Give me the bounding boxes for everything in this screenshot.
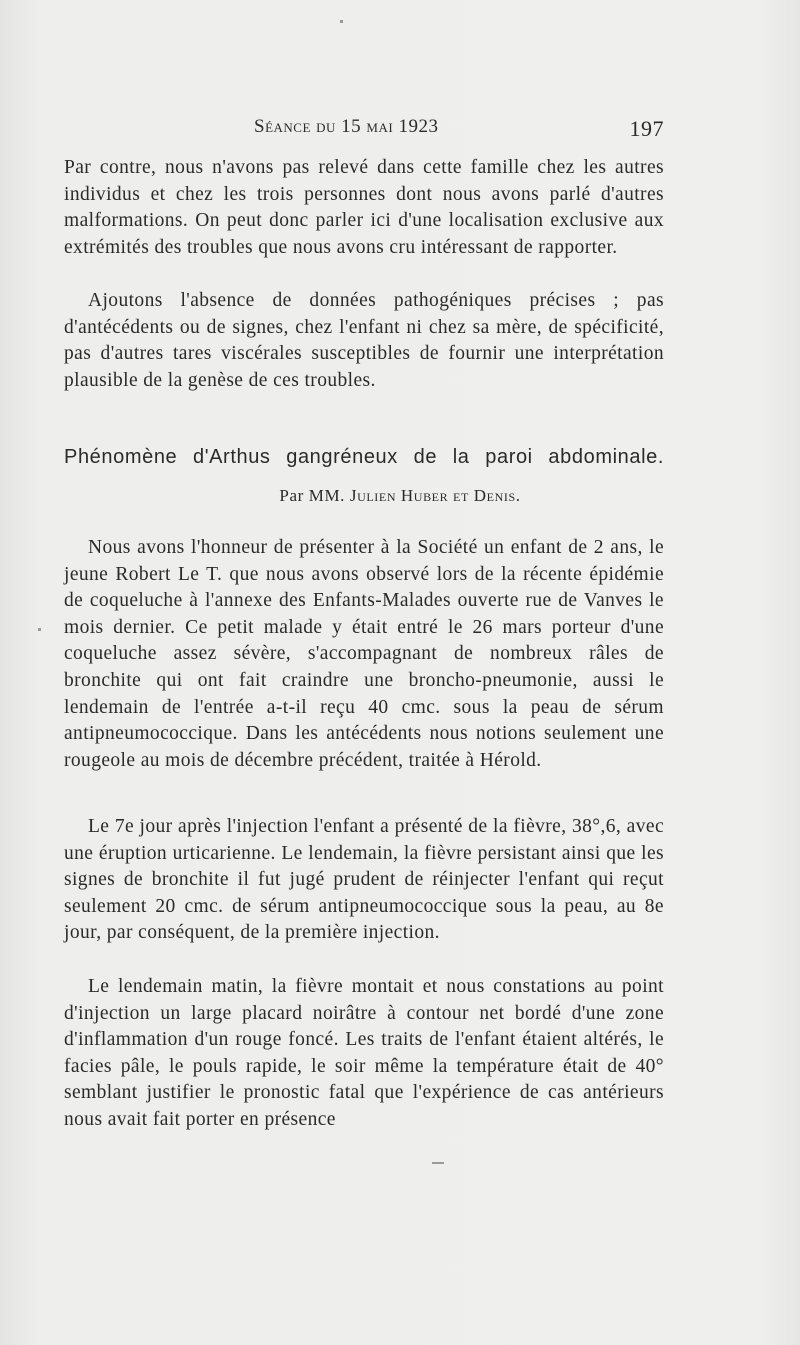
paragraph-next-morning: [64, 974, 664, 1134]
page-header: [254, 116, 664, 146]
paragraph-text: Le 7e jour après l'injection l'enfant a présenté de la fièvre, 38°,6, avec une éruption urticarienne. Le lendemain, la fièvre persistant ainsi que les signes de bronchite il fut jugé prudent de réinjecter l'enfant qui reçut seulement 20 cmc. de sérum antipneumococcique sous la peau, au 8e jour, par conséquent, de la première injection.: [64, 816, 664, 944]
scan-speck: [340, 20, 343, 23]
authors-prefix: Par MM.: [279, 486, 346, 505]
authors-names: Julien Huber et Denis.: [349, 486, 521, 505]
paragraph-presentation: [64, 535, 664, 774]
scan-speck: [38, 628, 41, 631]
paragraph-seventh-day: [64, 814, 664, 947]
paragraph-text: Par contre, nous n'avons pas relevé dans cette famille chez les autres individus et chez les trois personnes dont nous avons parlé d'autres malformations. On peut donc parler ici d'une localisation exclusive aux extrémités des troubles que nous avons cru intéressant de rapporter.: [64, 157, 664, 258]
article-title: Phénomène d'Arthus gangréneux de la paroi abdominale.: [64, 446, 664, 468]
article-authors: [0, 486, 800, 506]
paragraph-ajoutons: [64, 288, 664, 394]
running-title: Séance du 15 mai 1923: [254, 116, 439, 137]
paragraph-text: Ajoutons l'absence de données pathogéniques précises ; pas d'antécédents ou de signes, chez l'enfant ni chez sa mère, de spécificité, pas d'autres tares viscérales susceptibles de fournir une interprétation plausible de la genèse de ces troubles.: [64, 290, 664, 391]
scan-speck: [432, 1162, 444, 1164]
paragraph-text: Nous avons l'honneur de présenter à la Société un enfant de 2 ans, le jeune Robert Le T. que nous avons observé lors de la récente épidémie de coqueluche à l'annexe des Enfants-Malades ouverte rue de Vanves le mois dernier. Ce petit malade y était entré le 26 mars porteur d'une coqueluche assez sévère, s'accompagnant de nombreux râles de bronchite qui ont fait craindre une broncho-pneumonie, aussi le lendemain de l'entrée a-t-il reçu 40 cmc. sous la peau de sérum antipneumococcique. Dans les antécédents nous notions seulement une rougeole au mois de décembre précédent, traitée à Hérold.: [64, 537, 664, 771]
paragraph-text: Le lendemain matin, la fièvre montait et nous constations au point d'injection un large placard noirâtre à contour net bordé d'une zone d'inflammation d'un rouge foncé. Les traits de l'enfant étaient altérés, le facies pâle, le pouls rapide, le soir même la température était de 40° semblant justifier le pronostic fatal que l'expérience de cas antérieurs nous avait fait porter en présence: [64, 976, 664, 1130]
paragraph-continuation: [64, 155, 664, 261]
page-number: 197: [629, 116, 664, 141]
